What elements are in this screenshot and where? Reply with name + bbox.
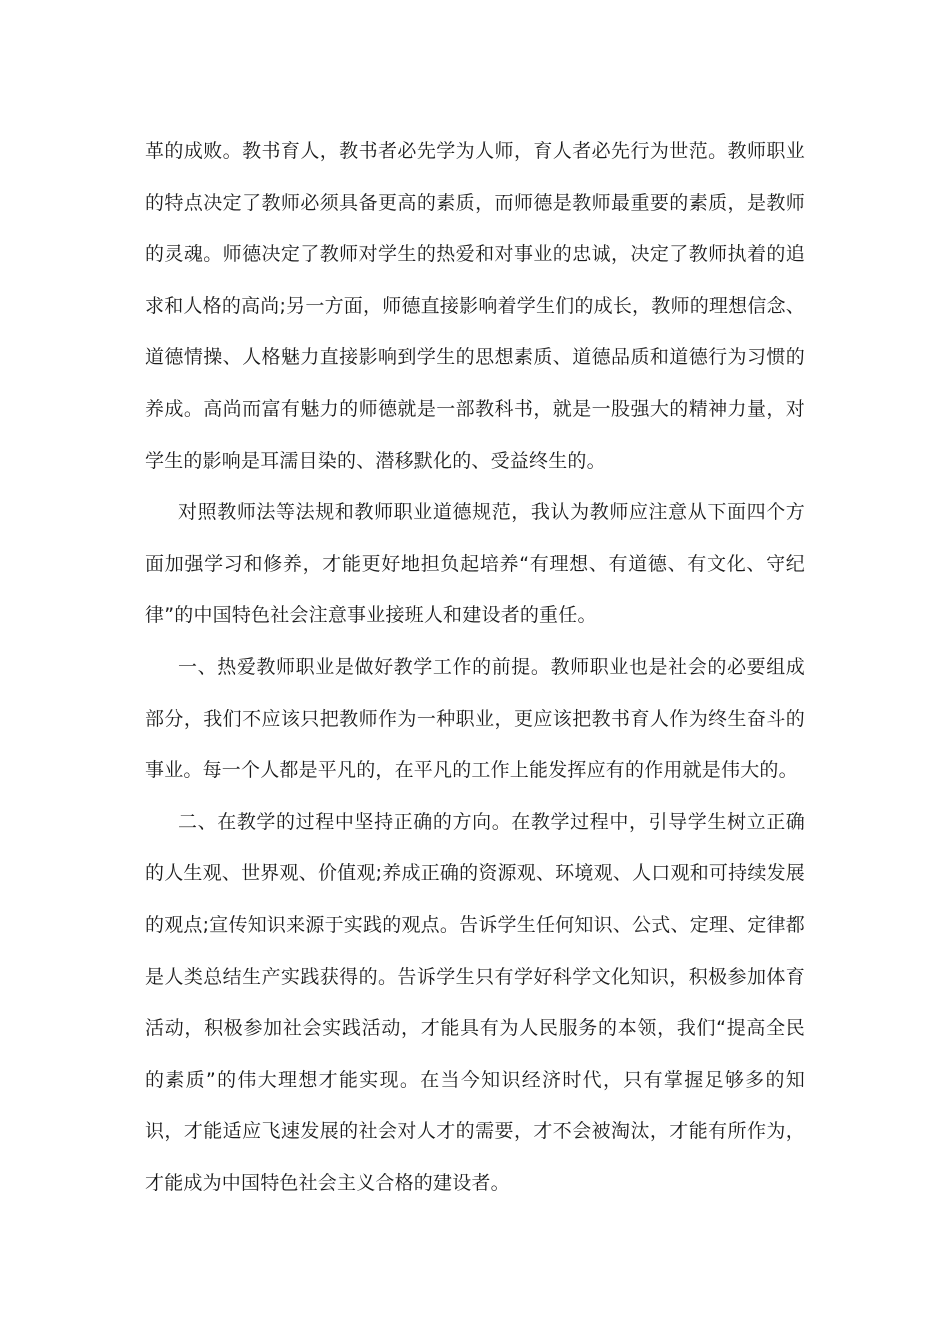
paragraph-3: 一、热爱教师职业是做好教学工作的前提。教师职业也是社会的必要组成部分，我们不应该只把教师作为一种职业，更应该把教书育人作为终生奋斗的事业。每一个人都是平凡的，在平凡的工作上能发挥应有的作用就是伟大的。 xyxy=(145,655,805,782)
paragraph-4: 二、在教学的过程中坚持正确的方向。在教学过程中，引导学生树立正确的人生观、世界观、价值观;养成正确的资源观、环境观、人口观和可持续发展的观点;宣传知识来源于实践的观点。告诉学生任何知识、公式、定理、定律都是人类总结生产实践获得的。告诉学生只有学好科学文化知识，积极参加体育活动，积极参加社会实践活动，才能具有为人民服务的本领，我们“提高全民的素质”的伟大理想才能实现。在当今知识经济时代，只有掌握足够多的知识，才能适应飞速发展的社会对人才的需要，才不会被淘汰，才能有所作为，才能成为中国特色社会主义合格的建设者。 xyxy=(145,810,805,1194)
paragraph-2: 对照教师法等法规和教师职业道德规范，我认为教师应注意从下面四个方面加强学习和修养，才能更好地担负起培养“有理想、有道德、有文化、守纪律”的中国特色社会注意事业接班人和建设者的重任。 xyxy=(145,501,805,627)
document-body xyxy=(145,126,805,1209)
paragraph-1: 革的成败。教书育人，教书者必先学为人师，育人者必先行为世范。教师职业的特点决定了教师必须具备更高的素质，而师德是教师最重要的素质，是教师的灵魂。师德决定了教师对学生的热爱和对事业的忠诚，决定了教师执着的追求和人格的高尚;另一方面，师德直接影响着学生们的成长，教师的理想信念、道德情操、人格魅力直接影响到学生的思想素质、道德品质和道德行为习惯的养成。高尚而富有魅力的师德就是一部教科书，就是一股强大的精神力量，对学生的影响是耳濡目染的、潜移默化的、受益终生的。 xyxy=(145,140,805,472)
